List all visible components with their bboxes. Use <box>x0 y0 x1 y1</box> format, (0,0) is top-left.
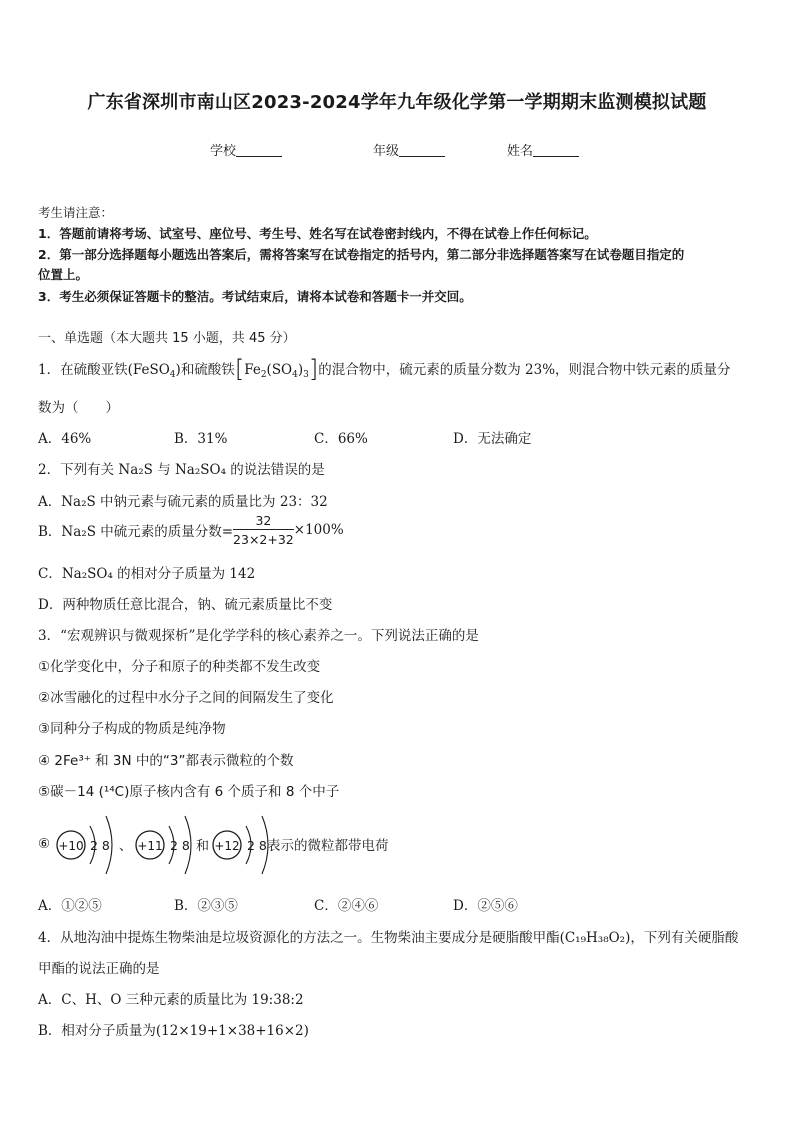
question-4-stem-line2: 甲酯的说法正确的是 <box>38 961 160 977</box>
statement-1: ①化学变化中，分子和原子的种类都不发生改变 <box>38 659 321 675</box>
notice-heading: 考生请注意： <box>38 205 114 220</box>
fraction: $\frac{32}{23\times 2+32}$ <box>233 513 294 547</box>
option-a: A．C、H、O 三种元素的质量比为 19:38:2 <box>38 992 304 1008</box>
name-field <box>507 140 579 159</box>
option-b: B．②③⑤ <box>174 898 238 914</box>
statement-5: ⑤碳－14 (¹⁴C)原子核内含有 6 个质子和 8 个中子 <box>38 784 340 800</box>
option-b: B．31% <box>174 431 228 447</box>
shell-electrons: 2 8 <box>90 838 110 853</box>
option-c: C．Na₂SO₄ 的相对分子质量为 142 <box>38 566 256 582</box>
question-3-stem: 3．“宏观辨识与微观探析”是化学学科的核心素养之一。下列说法正确的是 <box>38 628 479 644</box>
name-label: 姓名 <box>507 144 534 159</box>
option-d: D．两种物质任意比混合，钠、硫元素质量比不变 <box>38 597 333 613</box>
grade-label: 年级 <box>373 144 400 159</box>
question-1-stem: 1．在硫酸亚铁(FeSO$_4$)和硫酸铁$[Fe_2(SO_4)_3]$的混合物中，硫元素的质量分数为 23%，则混合物中铁元素的质量分 <box>38 355 731 383</box>
notice-item: 2．第一部分选择题每小题选出答案后，需将答案写在试卷指定的括号内，第二部分非选择题答案写在试卷题目指定的 <box>38 247 685 262</box>
shell-electrons: 2 8 <box>170 838 190 853</box>
option-c: C．66% <box>314 431 368 447</box>
nucleus-charge: +10 <box>58 839 84 853</box>
statement-4: ④ 2Fe³⁺ 和 3N 中的“3”都表示微粒的个数 <box>38 753 294 769</box>
nucleus-charge: +11 <box>137 839 163 853</box>
option-a: A．①②⑤ <box>38 898 102 914</box>
statement-6-number: ⑥ <box>38 836 51 852</box>
grade-field <box>373 140 445 159</box>
section-heading: 一、单选题（本大题共 15 小题，共 45 分） <box>38 331 296 346</box>
question-1-stem-line2: 数为（ ） <box>38 400 119 416</box>
page-title: 广东省深圳市南山区2023-2024学年九年级化学第一学期期末监测模拟试题 <box>87 92 707 113</box>
option-b: B．相对分子质量为(12×19+1×38+16×2) <box>38 1023 309 1039</box>
statement-2: ②冰雪融化的过程中水分子之间的间隔发生了变化 <box>38 690 334 706</box>
question-2-stem: 2．下列有关 Na₂S 与 Na₂SO₄ 的说法错误的是 <box>38 462 325 478</box>
school-field <box>210 140 282 159</box>
question-4-stem: 4．从地沟油中提炼生物柴油是垃圾资源化的方法之一。生物柴油主要成分是硬脂酸甲酯(C₁₉H₃₈O₂)，下列有关硬脂酸 <box>38 930 739 946</box>
separator: 和 <box>196 839 210 854</box>
shell-electrons: 2 8 <box>247 838 267 853</box>
option-b: B．Na₂S 中硫元素的质量分数= $\frac{32}{23\times 2+32}$ ×100% <box>38 513 344 547</box>
notice-item: 位置上。 <box>38 267 89 282</box>
atom-structure-diagrams <box>54 808 404 884</box>
separator: 、 <box>119 839 133 854</box>
option-c: C．②④⑥ <box>314 898 379 914</box>
option-d: D．无法确定 <box>453 431 532 447</box>
statement-6-tail: 表示的微粒都带电荷 <box>267 838 389 854</box>
statement-3: ③同种分子构成的物质是纯净物 <box>38 721 226 737</box>
option-a: A．Na₂S 中钠元素与硫元素的质量比为 23：32 <box>38 494 328 510</box>
option-a: A．46% <box>38 431 92 447</box>
notice-item: 1．答题前请将考场、试室号、座位号、考生号、姓名写在试卷密封线内，不得在试卷上作任何标记。 <box>38 226 597 241</box>
notice-item: 3．考生必须保证答题卡的整洁。考试结束后，请将本试卷和答题卡一并交回。 <box>38 289 472 304</box>
nucleus-charge: +12 <box>214 839 240 853</box>
option-d: D．②⑤⑥ <box>453 898 518 914</box>
school-label: 学校 <box>210 144 237 159</box>
